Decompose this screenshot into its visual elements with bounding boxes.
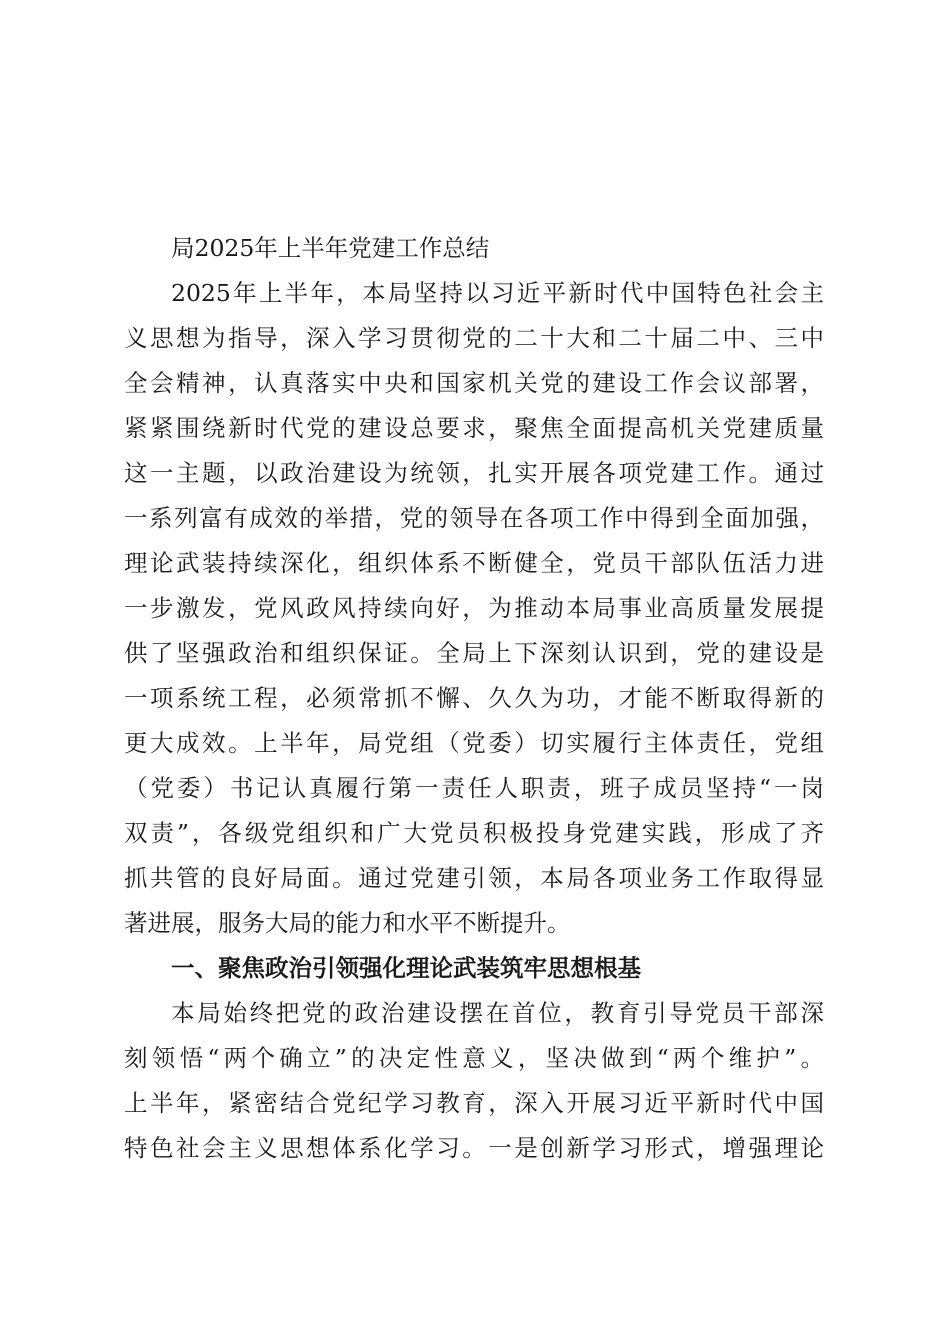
intro-line-5: 这一主题，以政治建设为统领，扎实开展各项党建工作。通过: [124, 459, 824, 487]
intro-line-6: 一系列富有成效的举措，党的领导在各项工作中得到全面加强，: [124, 504, 824, 532]
intro-line-15: 著进展，服务大局的能力和水平不断提升。: [124, 909, 571, 937]
intro-line-1: 2025年上半年，本局坚持以习近平新时代中国特色社会主: [171, 279, 824, 307]
intro-line-9: 供了坚强政治和组织保证。全局上下深刻认识到，党的建设是: [124, 639, 824, 667]
section-1-line-3: 上半年，紧密结合党纪学习教育，深入开展习近平新时代中国: [124, 1089, 824, 1117]
intro-line-13: 双责”，各级党组织和广大党员积极投身党建实践，形成了齐: [124, 819, 824, 847]
document-body: [124, 226, 824, 1171]
document-title: 局2025年上半年党建工作总结: [171, 234, 490, 262]
section-1-line-2: 刻领悟“两个确立”的决定性意义，坚决做到“两个维护”。: [124, 1044, 824, 1072]
intro-line-10: 一项系统工程，必须常抓不懈、久久为功，才能不断取得新的: [124, 684, 824, 712]
intro-line-12: （党委）书记认真履行第一责任人职责，班子成员坚持“一岗: [124, 774, 824, 802]
intro-line-8: 一步激发，党风政风持续向好，为推动本局事业高质量发展提: [124, 594, 824, 622]
intro-line-7: 理论武装持续深化，组织体系不断健全，党员干部队伍活力进: [124, 549, 824, 577]
section-1-line-4: 特色社会主义思想体系化学习。一是创新学习形式，增强理论: [124, 1134, 824, 1162]
section-1-heading: 一、聚焦政治引领强化理论武装筑牢思想根基: [171, 954, 641, 982]
intro-line-11: 更大成效。上半年，局党组（党委）切实履行主体责任，党组: [124, 729, 824, 757]
intro-line-2: 义思想为指导，深入学习贯彻党的二十大和二十届二中、三中: [124, 324, 824, 352]
section-1-line-1: 本局始终把党的政治建设摆在首位，教育引导党员干部深: [171, 999, 824, 1027]
intro-line-3: 全会精神，认真落实中央和国家机关党的建设工作会议部署，: [124, 369, 824, 397]
intro-line-4: 紧紧围绕新时代党的建设总要求，聚焦全面提高机关党建质量: [124, 414, 824, 442]
intro-line-14: 抓共管的良好局面。通过党建引领，本局各项业务工作取得显: [124, 864, 824, 892]
